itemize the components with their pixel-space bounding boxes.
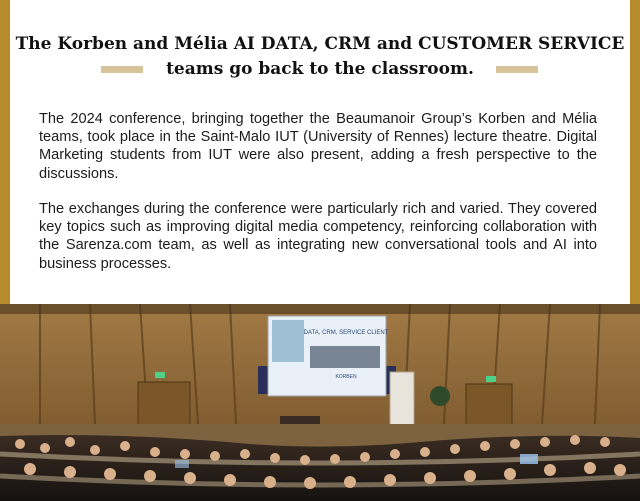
paragraph-details: The exchanges during the conference were particularly rich and varied. They covered key topics such as improving digital media competency, reinforcing collaboration with the Sarenza.com team, as well as integrating new conversational tools and AI into business processes. xyxy=(39,201,597,272)
plant xyxy=(430,386,450,406)
title-line-1: The Korben and Mélia AI DATA, CRM and CUSTOMER SERVICE xyxy=(15,34,625,54)
exit-sign-left xyxy=(155,372,165,378)
speaker-left xyxy=(258,366,268,394)
screen-title: DATA, CRM, SERVICE CLIENT xyxy=(303,330,389,336)
exit-sign-right xyxy=(486,376,496,382)
conference-photo xyxy=(0,304,640,501)
title-accent-right xyxy=(496,66,538,73)
article-title xyxy=(0,32,640,82)
paragraph-intro: The 2024 conference, bringing together the Beaumanoir Group’s Korben and Mélia teams, took place in the Saint-Malo IUT (University of Rennes) lecture theatre. Digital Marketing students from IUT were also present, adding a fresh perspective to the discussions. xyxy=(39,111,597,182)
title-accent-left xyxy=(101,66,143,73)
title-line-2: teams go back to the classroom. xyxy=(166,59,474,79)
lecture-theatre-illustration xyxy=(0,304,640,501)
screen-brand: KORBEN xyxy=(335,374,357,380)
